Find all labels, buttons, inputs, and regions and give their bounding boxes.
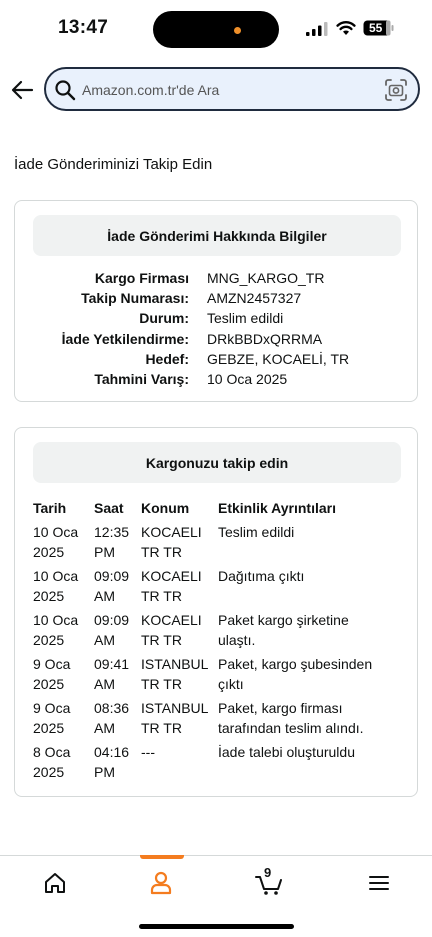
info-row-status [15, 308, 419, 328]
date-year: 2025 [33, 764, 65, 780]
event-time [94, 742, 141, 782]
table-row [33, 610, 403, 650]
time-period: PM [94, 764, 115, 780]
menu-icon[interactable] [364, 868, 394, 898]
details-line: ulaştı. [218, 632, 256, 648]
table-row [33, 566, 403, 606]
event-date [33, 742, 94, 782]
info-row-carrier [15, 268, 419, 288]
event-location [141, 522, 218, 562]
date-day: 8 Oca [33, 744, 71, 760]
time-clock: 12:35 [94, 524, 130, 540]
search-icon [54, 79, 76, 101]
date-day: 10 Oca [33, 524, 79, 540]
date-day: 9 Oca [33, 700, 71, 716]
event-location [141, 654, 218, 694]
details-line: Paket, kargo firması [218, 700, 343, 716]
date-day: 9 Oca [33, 656, 71, 672]
event-details [218, 654, 403, 694]
info-value: DRkBBDxQRRMA [207, 330, 323, 347]
details-line: tarafından teslim alındı. [218, 720, 364, 736]
account-icon[interactable] [146, 868, 176, 898]
time-period: AM [94, 720, 115, 736]
column-header-time: Saat [94, 500, 124, 516]
event-date [33, 698, 94, 738]
event-location [141, 610, 218, 650]
home-icon[interactable] [40, 868, 70, 898]
info-label: Hedef: [145, 350, 189, 367]
time-clock: 09:09 [94, 612, 130, 628]
info-value: MNG_KARGO_TR [207, 270, 325, 286]
search-header [0, 66, 432, 114]
details-line: Paket kargo şirketine [218, 612, 349, 628]
event-details [218, 742, 403, 782]
table-row [33, 742, 403, 782]
table-row [33, 698, 403, 738]
info-label: Kargo Firması [94, 270, 189, 286]
info-label: İade Yetkilendirme: [61, 330, 189, 347]
event-details [218, 566, 403, 606]
time-clock: 09:41 [94, 656, 130, 672]
location-city: --- [141, 744, 155, 760]
event-date [33, 610, 94, 650]
event-location [141, 698, 218, 738]
tracking-card [14, 427, 418, 797]
date-day: 10 Oca [33, 612, 79, 628]
info-label: Takip Numarası: [81, 290, 189, 307]
info-label: Tahmini Varış: [94, 370, 189, 387]
battery-level: 55 [369, 21, 383, 35]
dynamic-island [153, 11, 279, 48]
time-clock: 09:09 [94, 568, 130, 584]
event-details [218, 522, 403, 562]
wifi-icon [336, 20, 356, 36]
event-time [94, 522, 141, 562]
event-date [33, 566, 94, 606]
event-location [141, 742, 218, 782]
location-city: ISTANBUL [141, 656, 209, 672]
info-row-tracking-number [15, 288, 419, 308]
event-details [218, 610, 403, 650]
info-value: 10 Oca 2025 [207, 370, 288, 387]
time-clock: 08:36 [94, 700, 130, 716]
date-year: 2025 [33, 544, 65, 560]
info-value: GEBZE, KOCAELİ, TR [207, 350, 350, 367]
location-city: ISTANBUL [141, 700, 209, 716]
column-header-location: Konum [141, 500, 190, 516]
date-day: 10 Oca [33, 568, 79, 584]
event-time [94, 610, 141, 650]
location-country: TR TR [141, 632, 182, 648]
tracking-header: Kargonuzu takip edin [33, 442, 401, 483]
event-time [94, 698, 141, 738]
cart-count-badge: 9 [264, 865, 272, 880]
status-time: 13:47 [58, 17, 109, 38]
location-country: TR TR [141, 544, 182, 560]
event-time [94, 566, 141, 606]
table-row [33, 654, 403, 694]
details-line: İade talebi oluşturuldu [218, 744, 355, 760]
search-bar[interactable] [44, 67, 420, 111]
column-header-date: Tarih [33, 500, 67, 516]
location-country: TR TR [141, 676, 182, 692]
home-indicator[interactable] [139, 924, 294, 929]
camera-search-icon[interactable] [384, 78, 408, 102]
info-label: Durum: [139, 310, 189, 327]
details-line: çıktı [218, 676, 244, 692]
event-date [33, 654, 94, 694]
time-period: AM [94, 676, 115, 692]
active-tab-indicator [140, 855, 184, 859]
search-input[interactable] [82, 78, 372, 102]
location-city: KOCAELI [141, 568, 202, 584]
details-line: Dağıtıma çıktı [218, 568, 305, 584]
info-row-return-authorization [15, 329, 419, 349]
cellular-signal-icon [306, 22, 328, 36]
info-value: Teslim edildi [207, 310, 284, 327]
tracking-table-header [33, 498, 403, 522]
date-year: 2025 [33, 632, 65, 648]
date-year: 2025 [33, 720, 65, 736]
date-year: 2025 [33, 588, 65, 604]
event-date [33, 522, 94, 562]
shipment-info-header: İade Gönderimi Hakkında Bilgiler [33, 215, 401, 256]
status-bar [0, 0, 432, 60]
location-city: KOCAELI [141, 524, 202, 540]
event-details [218, 698, 403, 738]
location-city: KOCAELI [141, 612, 202, 628]
time-period: PM [94, 544, 115, 560]
column-header-details: Etkinlik Ayrıntıları [218, 500, 336, 516]
info-row-destination [15, 349, 419, 369]
info-row-estimated-arrival [15, 369, 419, 389]
time-period: AM [94, 632, 115, 648]
tracking-table [33, 498, 403, 786]
info-value: AMZN2457327 [207, 290, 302, 307]
location-country: TR TR [141, 720, 182, 736]
location-country: TR TR [141, 588, 182, 604]
shipment-info-list [15, 268, 419, 389]
back-arrow-icon[interactable] [10, 77, 36, 103]
page-title: İade Gönderiminizi Takip Edin [14, 156, 213, 173]
details-line: Teslim edildi [218, 524, 295, 540]
date-year: 2025 [33, 676, 65, 692]
time-period: AM [94, 588, 115, 604]
table-row [33, 522, 403, 562]
details-line: Paket, kargo şubesinden [218, 656, 373, 672]
time-clock: 04:16 [94, 744, 130, 760]
battery-icon [363, 20, 394, 36]
privacy-indicator-dot [234, 27, 241, 34]
shipment-info-card [14, 200, 418, 402]
event-location [141, 566, 218, 606]
event-time [94, 654, 141, 694]
